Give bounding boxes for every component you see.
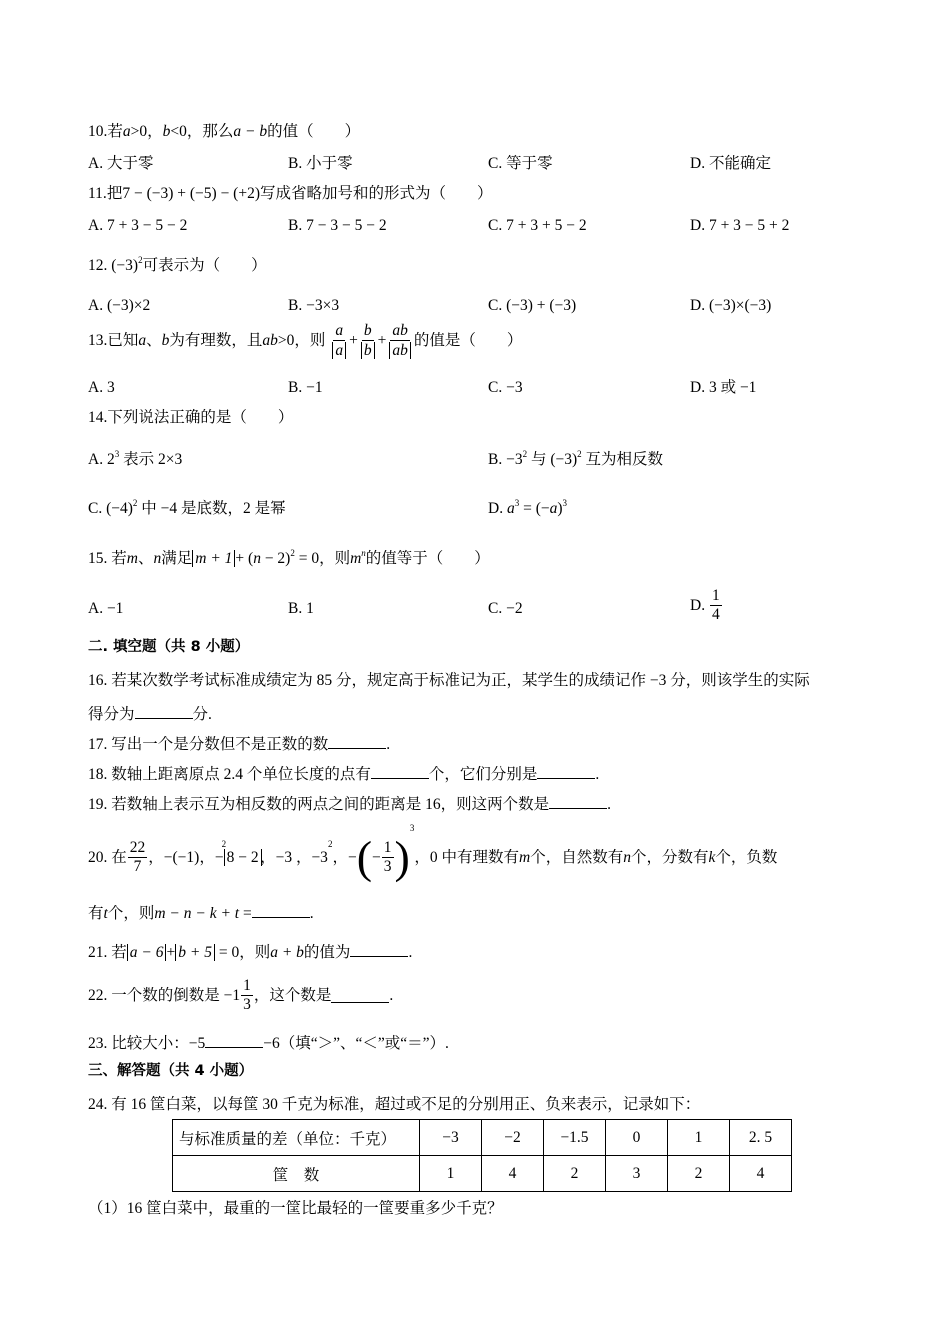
q12-option-c: C. (−3) + (−3) xyxy=(488,297,577,314)
answer-blank[interactable] xyxy=(205,1033,263,1048)
answer-blank[interactable] xyxy=(328,734,386,749)
q13-option-c: C. −3 xyxy=(488,379,523,396)
q15-stem: 15. 若m、n满足 $m + 1 + (n - 2)^2 = 0$，则$m^n$的值等于（ ） xyxy=(88,548,490,567)
answer-blank[interactable] xyxy=(549,794,607,809)
table-cell: −3 xyxy=(420,1120,482,1156)
q11-option-b: B. 7 − 3 − 5 − 2 xyxy=(288,217,387,234)
q10-option-d: D. 不能确定 xyxy=(690,155,771,172)
cabbage-weight-table xyxy=(172,1119,792,1192)
section-fill-in-heading: 二. 填空题（共 8 小题） xyxy=(88,639,250,655)
table-row xyxy=(173,1156,792,1192)
answer-blank[interactable] xyxy=(252,903,310,918)
q15-option-d: D. $\frac{1}{4}$ xyxy=(690,587,720,624)
q14-option-c: C. $(-4)^2$ 中 −4 是底数，2 是幂 xyxy=(88,498,286,517)
q19: 19. 若数轴上表示互为相反数的两点之间的距离是 16，则这两个数是 . xyxy=(88,796,612,813)
answer-blank[interactable] xyxy=(350,942,408,957)
q24-sub1: （1）16 筐白菜中，最重的一筐比最轻的一筐要重多少千克？ xyxy=(88,1200,503,1217)
fraction-ab-over-abs-ab: $\frac{ab}{ab}$ xyxy=(387,323,413,360)
q13-stem: 13.已知a、b为有理数，且ab>0，则 $\frac{a}{a}$ + $\frac{b}{b}$ + $\frac{ab}{ab}$ 的值是（ ） xyxy=(88,322,523,360)
q12-option-b: B. −3×3 xyxy=(288,297,340,314)
q23: 23. 比较大小：−5 −6（填“＞”、“＜”或“＝”）. xyxy=(88,1035,449,1052)
q12-option-d: D. (−3)×(−3) xyxy=(690,297,772,314)
answer-blank[interactable] xyxy=(371,764,429,779)
table-cell: 1 xyxy=(420,1156,482,1192)
section-answer-heading: 三、解答题（共 4 小题） xyxy=(88,1063,254,1079)
q14-stem: 14.下列说法正确的是（ ） xyxy=(88,409,294,426)
q16-line1: 16. 若某次数学考试标准成绩定为 85 分，规定高于标准记为正，某学生的成绩记作 −3 分，则该学生的实际 xyxy=(88,672,810,689)
q12-stem: 12. $(-3)^2$可表示为（ ） xyxy=(88,255,267,274)
q18: 18. 数轴上距离原点 2.4 个单位长度的点有 个，它们分别是 . xyxy=(88,766,600,783)
q21: 21. 若 a − 6 + b + 5 = 0，则a + b的值为 . xyxy=(88,944,413,961)
q24-stem: 24. 有 16 筐白菜，以每筐 30 千克为标准，超过或不足的分别用正、负来表示，记录如下： xyxy=(88,1096,701,1113)
q20-line1: 20. 在 $\frac{22}{7}$ ，−(−1)，− $8 - 2^2$，−3 ，$-3^2$，−(− $\frac{1}{3}$ )$^3$，0 中有理数有m个，自然数有n个，分数有k个，负数 xyxy=(88,823,778,883)
q11-stem: 11.把7 − (−3) + (−5) − (+2)写成省略加号和的形式为（ ） xyxy=(88,185,493,202)
fraction-a-over-abs-a: $\frac{a}{a}$ xyxy=(330,323,348,360)
table-cell: 3 xyxy=(606,1156,668,1192)
q14-option-d: D. $a^3 = (-a)^3$ xyxy=(488,498,568,517)
q13-option-a: A. 3 xyxy=(88,379,115,396)
table-cell: 0 xyxy=(606,1120,668,1156)
q20-line2: 有t个，则m − n − k + t = . xyxy=(88,905,314,922)
q15-option-b: B. 1 xyxy=(288,600,314,617)
table-cell: −2 xyxy=(482,1120,544,1156)
table-cell: 1 xyxy=(668,1120,730,1156)
answer-blank[interactable] xyxy=(135,704,193,719)
q12-option-a: A. (−3)×2 xyxy=(88,297,151,314)
q14-option-a: A. $2^3$ 表示 2×3 xyxy=(88,449,183,468)
q10-stem: 10.若a>0，b<0，那么a − b的值（ ） xyxy=(88,123,361,140)
q14-option-b: B. $-3^2$ 与 $(-3)^2$ 互为相反数 xyxy=(488,449,664,468)
q13-option-d: D. 3 或 −1 xyxy=(690,379,757,396)
q11-option-d: D. 7 + 3 − 5 + 2 xyxy=(690,217,790,234)
answer-blank[interactable] xyxy=(537,764,595,779)
q11-option-a: A. 7 + 3 − 5 − 2 xyxy=(88,217,188,234)
q13-option-b: B. −1 xyxy=(288,379,323,396)
q10-option-a: A. 大于零 xyxy=(88,155,154,172)
q10-option-c: C. 等于零 xyxy=(488,155,553,172)
q16-line2: 得分为 分. xyxy=(88,706,212,723)
q15-option-c: C. −2 xyxy=(488,600,523,617)
table-cell: 4 xyxy=(730,1156,792,1192)
table-cell: 2 xyxy=(668,1156,730,1192)
q17: 17. 写出一个是分数但不是正数的数 . xyxy=(88,736,391,753)
q15-option-a: A. −1 xyxy=(88,600,124,617)
table-cell: −1.5 xyxy=(544,1120,606,1156)
table-cell: 2. 5 xyxy=(730,1120,792,1156)
q10-option-b: B. 小于零 xyxy=(288,155,353,172)
row-label-basket-count: 筐 数 xyxy=(173,1156,420,1192)
row-label-weight-diff: 与标准质量的差（单位：千克） xyxy=(173,1120,420,1156)
q11-option-c: C. 7 + 3 + 5 − 2 xyxy=(488,217,587,234)
table-cell: 2 xyxy=(544,1156,606,1192)
q22: 22. 一个数的倒数是 −1 $\frac{1}{3}$ ，这个数是 . xyxy=(88,977,394,1014)
answer-blank[interactable] xyxy=(331,988,389,1003)
fraction-b-over-abs-b: $\frac{b}{b}$ xyxy=(359,323,377,360)
table-cell: 4 xyxy=(482,1156,544,1192)
table-row xyxy=(173,1120,792,1156)
